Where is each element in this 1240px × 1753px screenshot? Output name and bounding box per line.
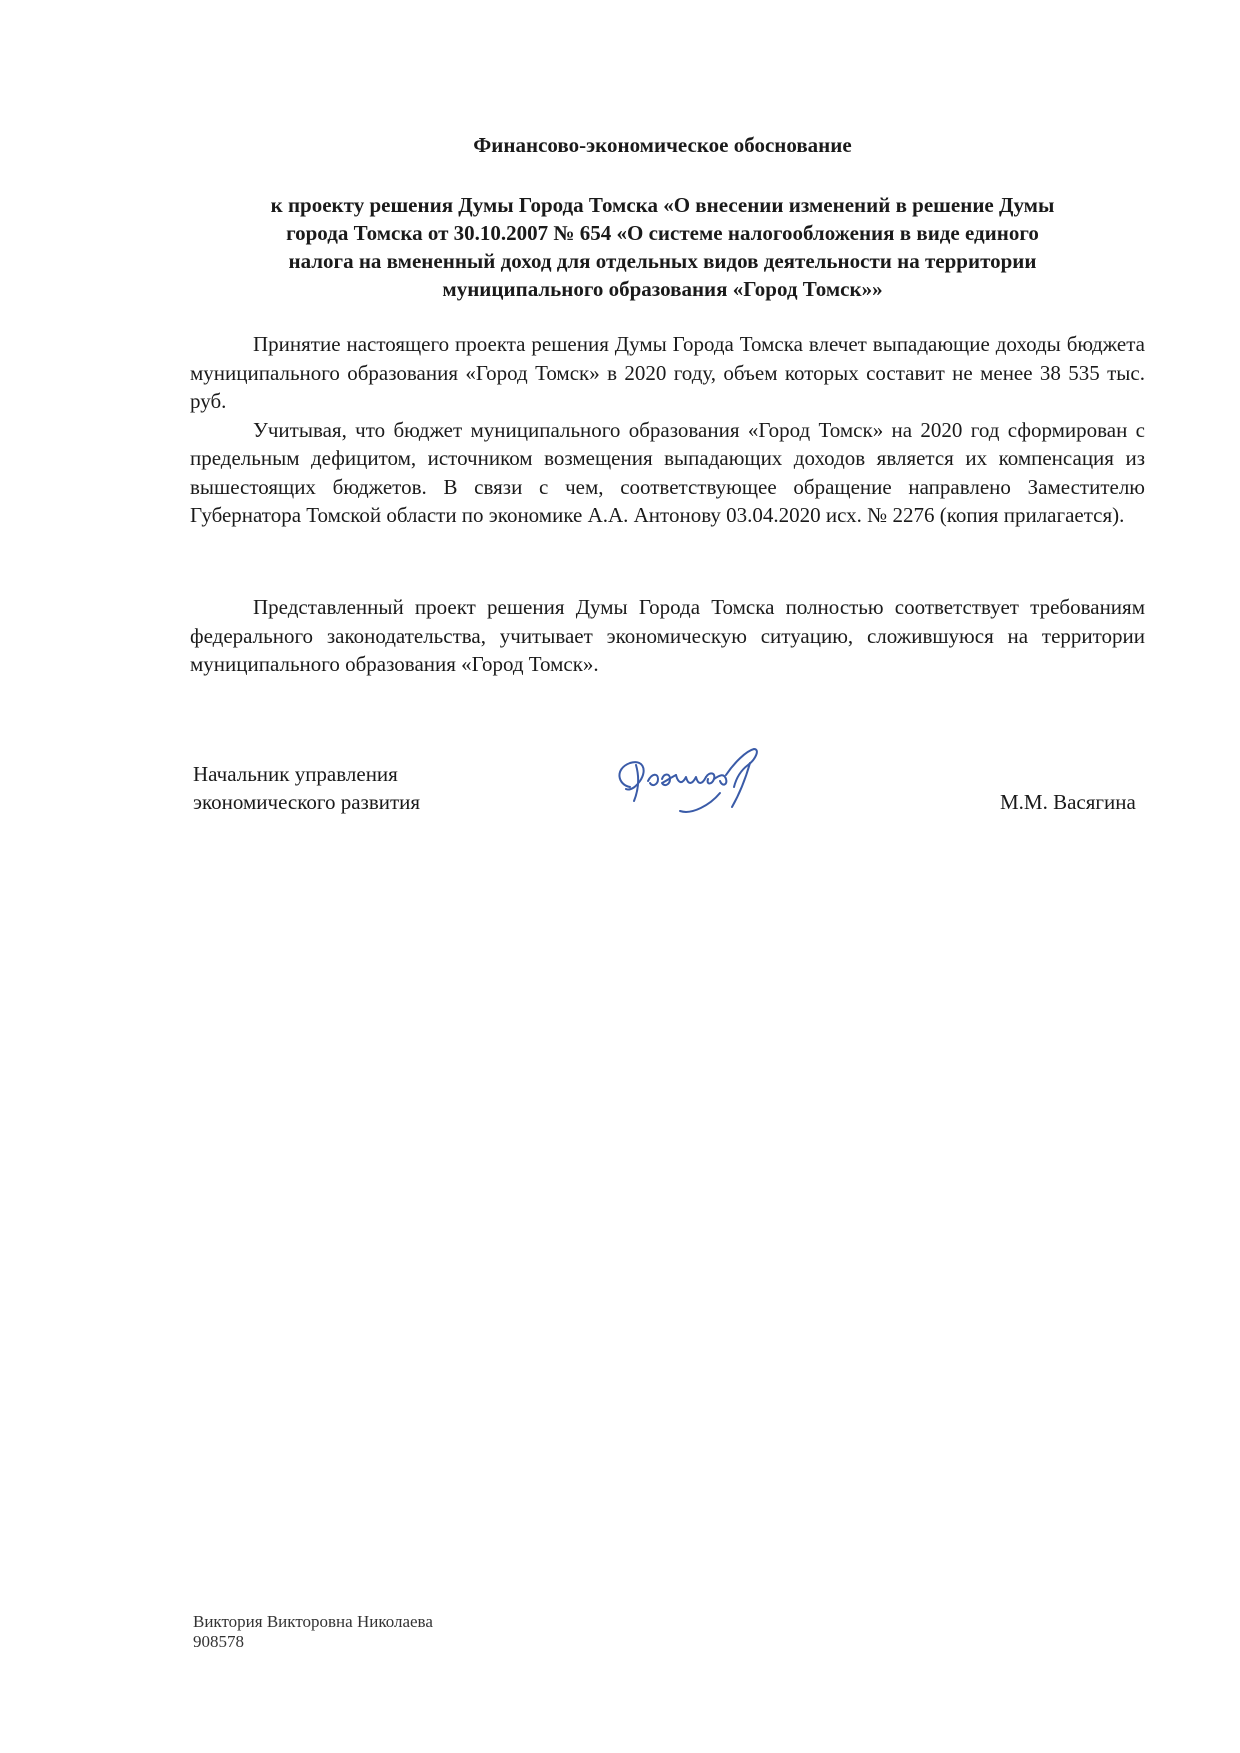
signatory-position-line: экономического развития xyxy=(193,790,421,814)
body-section-main xyxy=(190,330,1145,530)
executor-footer xyxy=(193,1612,433,1652)
subtitle-line: муниципального образования «Город Томск»» xyxy=(442,277,883,301)
document-title: Финансово-экономическое обоснование xyxy=(473,133,852,157)
document-subtitle xyxy=(190,191,1135,303)
paragraph-compensation: Учитывая, что бюджет муниципального образования «Город Томск» на 2020 год сформирован с предельным дефицитом, источником возмещения выпадающих доходов является их компенсация из вышестоящих бюджетов. В связи с чем, соответствующее обращение направлено Заместителю Губернатора Томской области по экономике А.А. Антонову 03.04.2020 исх. № 2276 (копия прилагается). xyxy=(190,417,1145,527)
paragraph-budget-loss: Принятие настоящего проекта решения Думы Города Томска влечет выпадающие доходы бюджета муниципального образования «Город Томск» в 2020 году, объем которых составит не менее 38 535 тыс. руб. xyxy=(190,332,1145,413)
signatory-name: М.М. Васягина xyxy=(1000,790,1136,814)
signatory-position xyxy=(193,760,420,816)
executor-name: Виктория Викторовна Николаева xyxy=(193,1612,433,1631)
subtitle-line: к проекту решения Думы Города Томска «О внесении изменений в решение Думы xyxy=(270,193,1055,217)
subtitle-line: налога на вмененный доход для отдельных видов деятельности на территории xyxy=(288,249,1037,273)
subtitle-line: города Томска от 30.10.2007 № 654 «О системе налогообложения в виде единого xyxy=(286,221,1039,245)
executor-phone: 908578 xyxy=(193,1632,244,1651)
body-section-conclusion xyxy=(190,593,1145,679)
signatory-position-line: Начальник управления xyxy=(193,762,398,786)
handwritten-signature xyxy=(600,735,780,825)
paragraph-compliance: Представленный проект решения Думы Города Томска полностью соответствует требованиям федерального законодательства, учитывает экономическую ситуацию, сложившуюся на территории муниципального образования «Город Томск». xyxy=(190,595,1145,676)
